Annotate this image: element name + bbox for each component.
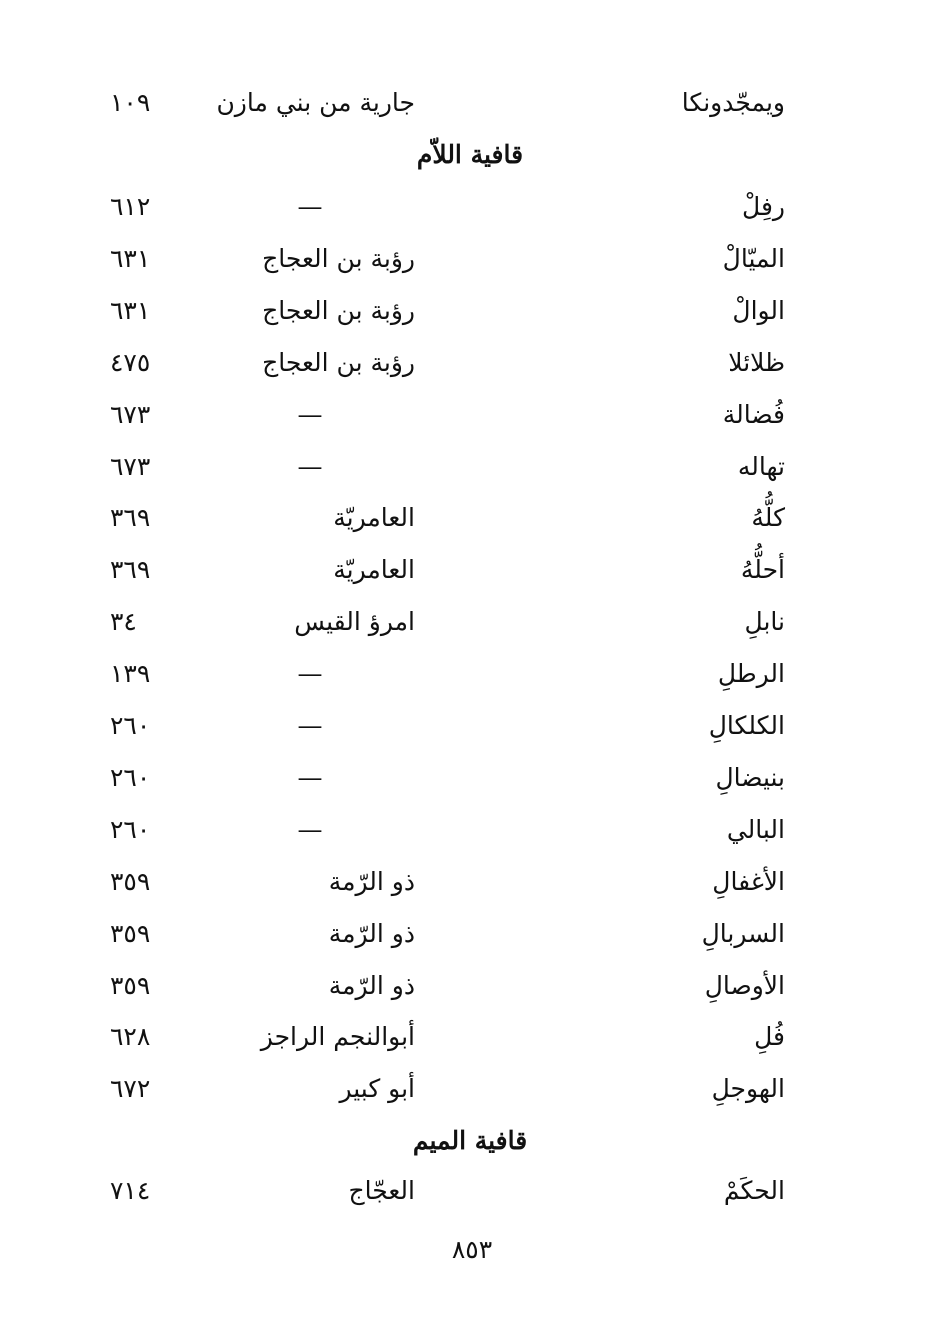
rhyme-word: الأغفالِ [712, 866, 785, 896]
index-row [100, 857, 800, 907]
poet-name: رؤبة بن العجاج [262, 295, 415, 325]
rhyme-word: ويمجّدونكا [681, 88, 785, 117]
rhyme-word: الوالْ [732, 295, 785, 325]
page-reference: ٦١٢ [110, 192, 151, 221]
rhyme-word: كلُّهُ [751, 503, 785, 533]
poet-name: جارية من بني مازن [216, 88, 415, 117]
index-row [100, 1012, 800, 1062]
poet-name: ذو الرّمة [328, 970, 415, 1000]
rhyme-word: الكلكالِ [708, 711, 785, 740]
index-row [100, 805, 800, 855]
page-reference: ٤٧٥ [110, 347, 151, 377]
index-row [100, 701, 800, 751]
index-row [100, 597, 800, 647]
page-reference: ٣٦٩ [110, 503, 151, 533]
index-row [100, 1064, 800, 1114]
poet-name: أبو كبير [339, 1074, 415, 1104]
page-number: ٨٥٣ [451, 1235, 493, 1264]
index-row [100, 286, 800, 336]
index-row [100, 493, 800, 543]
page-reference: ٦٧٣ [110, 399, 151, 429]
page-reference: ٦٢٨ [110, 1022, 151, 1052]
index-row [100, 78, 800, 128]
poet-name: رؤبة بن العجاج [262, 347, 415, 377]
page-reference: ٦٣١ [110, 243, 151, 273]
poet-name: العجّاج [348, 1176, 415, 1205]
poet-name: — [297, 451, 323, 481]
poet-name: ذو الرّمة [328, 866, 415, 896]
poet-name: — [297, 659, 323, 689]
index-row [100, 442, 800, 492]
poet-name: ذو الرّمة [328, 918, 415, 948]
poet-name: — [297, 762, 323, 792]
index-row [100, 649, 800, 699]
index-row [100, 753, 800, 803]
section-heading-lam: قافية اللاّم [416, 140, 524, 169]
poet-name: — [297, 814, 323, 844]
rhyme-word: الهوجلِ [711, 1074, 785, 1104]
rhyme-word: الميّالْ [722, 243, 785, 273]
page-reference: ٢٦٠ [110, 711, 151, 740]
rhyme-word: بنيضالِ [715, 762, 785, 792]
rhyme-word: أحلُّهُ [740, 555, 785, 585]
page-reference: ٣٥٩ [110, 970, 151, 1000]
rhyme-word: نابلِ [744, 607, 785, 637]
rhyme-word: ظلائلا [728, 347, 785, 377]
page-reference: ٦٧٣ [110, 451, 151, 481]
poet-name: — [297, 399, 323, 429]
poet-name: رؤبة بن العجاج [262, 243, 415, 273]
poet-name: العامريّة [333, 503, 415, 533]
index-row [100, 909, 800, 959]
page-reference: ٣٦٩ [110, 555, 151, 585]
index-row [100, 234, 800, 284]
rhyme-word: الحكَمْ [723, 1176, 785, 1205]
rhyme-word: الأوصالِ [704, 970, 785, 1000]
page-reference: ٧١٤ [110, 1176, 151, 1205]
index-row [100, 182, 800, 232]
page-reference: ١٠٩ [110, 88, 151, 117]
rhyme-word: فُضالة [722, 399, 785, 429]
poet-name: — [297, 192, 323, 221]
page-reference: ٣٥٩ [110, 866, 151, 896]
poet-name: العامريّة [333, 555, 415, 585]
page-reference: ٦٧٢ [110, 1074, 151, 1104]
rhyme-word: فُلِ [754, 1022, 785, 1052]
index-row [100, 545, 800, 595]
rhyme-word: السربالِ [701, 918, 785, 948]
rhyme-word: تهاله [737, 451, 785, 481]
page-reference: ٣٥٩ [110, 918, 151, 948]
poet-name: أبوالنجم الراجز [260, 1022, 415, 1052]
section-heading-mim: قافية الميم [412, 1126, 528, 1155]
index-row [100, 338, 800, 388]
index-row [100, 961, 800, 1011]
poet-name: — [297, 711, 323, 740]
page-reference: ٦٣١ [110, 295, 151, 325]
rhyme-word: رفِلْ [742, 192, 785, 221]
page-reference: ٢٦٠ [110, 762, 151, 792]
rhyme-word: البالي [726, 814, 785, 844]
index-row [100, 1166, 800, 1216]
poet-name: امرؤ القيس [294, 607, 415, 637]
page-reference: ٢٦٠ [110, 814, 151, 844]
page-reference: ٣٤ [110, 607, 137, 637]
index-row [100, 390, 800, 440]
rhyme-word: الرطلِ [717, 659, 785, 689]
page-reference: ١٣٩ [110, 659, 151, 689]
